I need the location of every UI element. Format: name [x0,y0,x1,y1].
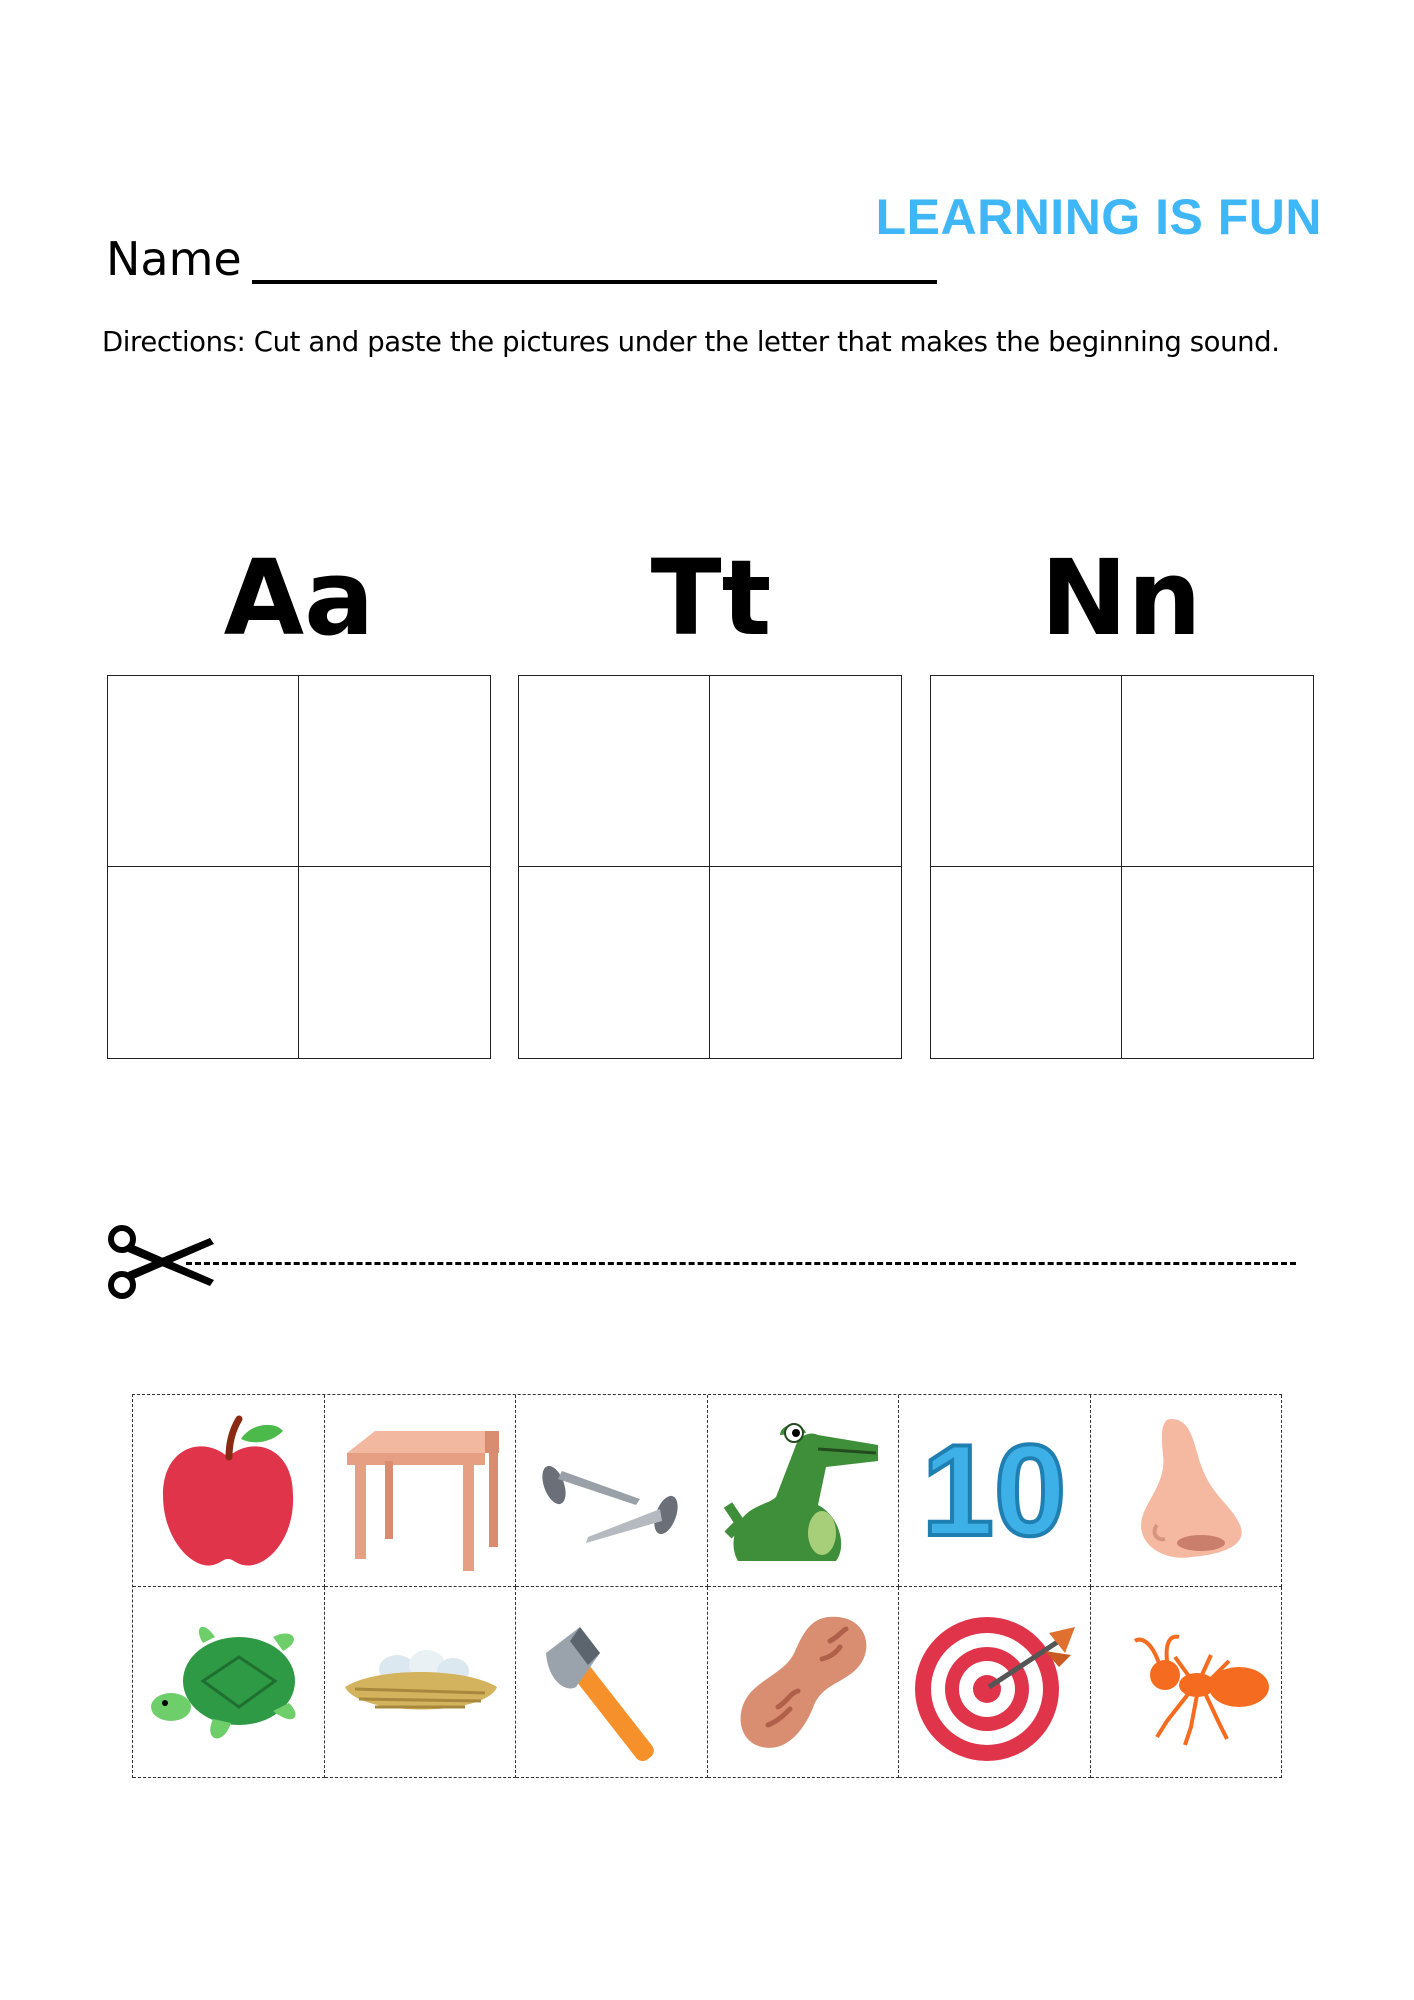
picture-card[interactable] [133,1395,325,1587]
nest-icon [335,1597,505,1767]
paste-cell[interactable] [710,676,901,867]
picture-card[interactable] [708,1587,900,1779]
paste-cell[interactable] [108,676,299,867]
alligator-icon [718,1405,888,1575]
paste-cell[interactable] [519,867,710,1058]
paste-cell[interactable] [931,867,1122,1058]
turtle-icon [143,1597,313,1767]
apple-icon [143,1405,313,1575]
picture-card[interactable] [899,1587,1091,1779]
paste-cell[interactable] [299,676,490,867]
target-icon [909,1597,1079,1767]
name-input-line[interactable] [252,280,937,284]
nails-icon [526,1405,696,1575]
name-label: Name [106,232,242,286]
picture-card[interactable] [708,1395,900,1587]
paste-cell[interactable] [710,867,901,1058]
peanut-icon [718,1597,888,1767]
letter-heading-a: Aa [223,537,375,659]
name-row [106,232,937,286]
picture-card[interactable] [516,1395,708,1587]
letter-heading-n: Nn [1040,537,1202,659]
axe-icon [526,1597,696,1767]
picture-card[interactable] [516,1587,708,1779]
paste-grid-a [107,675,491,1059]
picture-grid [132,1394,1282,1778]
picture-card[interactable] [1091,1587,1283,1779]
ant-icon [1101,1597,1271,1767]
cut-line [186,1262,1296,1265]
paste-cell[interactable] [1122,676,1313,867]
svg-text:10: 10 [921,1417,1067,1564]
number-ten-icon [909,1405,1079,1575]
paste-cell[interactable] [1122,867,1313,1058]
picture-card[interactable] [133,1587,325,1779]
paste-cell[interactable] [931,676,1122,867]
paste-grid-t [518,675,902,1059]
picture-card[interactable] [1091,1395,1283,1587]
directions-text: Directions: Cut and paste the pictures under the letter that makes the beginning sound. [102,326,1280,358]
brand-title: LEARNING IS FUN [875,189,1322,245]
paste-cell[interactable] [108,867,299,1058]
letter-heading-t: Tt [650,537,772,659]
paste-cell[interactable] [519,676,710,867]
picture-card[interactable] [325,1395,517,1587]
paste-cell[interactable] [299,867,490,1058]
picture-card[interactable] [325,1587,517,1779]
table-icon [335,1405,505,1575]
paste-grid-n [930,675,1314,1059]
picture-card[interactable] [899,1395,1091,1587]
nose-icon [1101,1405,1271,1575]
